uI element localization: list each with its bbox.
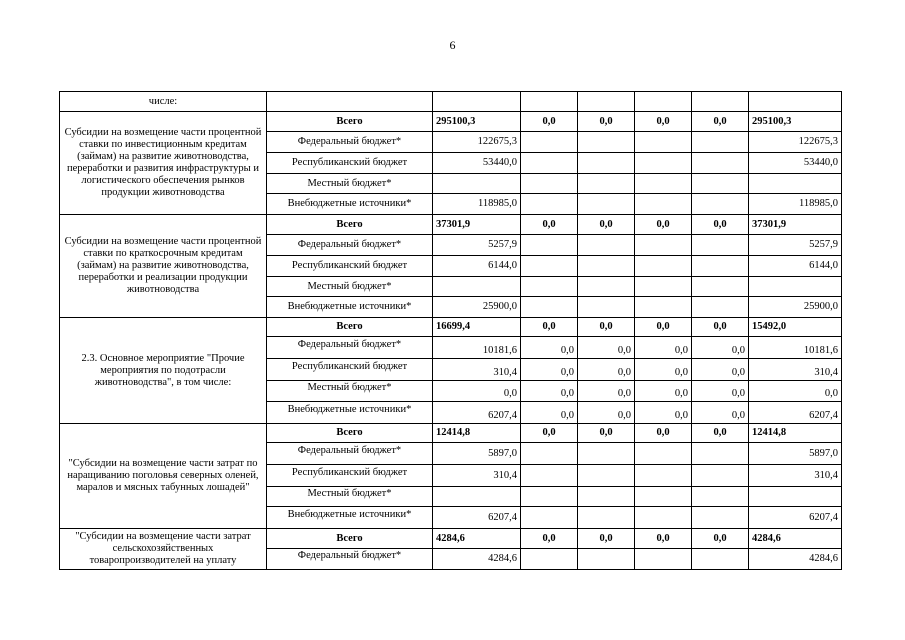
value-cell xyxy=(521,153,578,174)
table-row xyxy=(60,424,842,443)
value-cell: 0,0 xyxy=(521,112,578,132)
source-local: Местный бюджет* xyxy=(267,174,433,194)
value-cell: 5257,9 xyxy=(433,235,521,256)
value-cell: 37301,9 xyxy=(433,215,521,235)
value-cell xyxy=(521,235,578,256)
table-row xyxy=(60,92,842,112)
source-federal: Федеральный бюджет* xyxy=(267,132,433,153)
value-cell: 4284,6 xyxy=(749,529,842,549)
value-cell xyxy=(692,174,749,194)
value-cell: 0,0 xyxy=(578,112,635,132)
page-number: 6 xyxy=(449,38,456,52)
value-cell: 0,0 xyxy=(635,381,692,402)
value-cell: 310,4 xyxy=(433,359,521,381)
value-cell: 118985,0 xyxy=(749,194,842,215)
value-cell: 4284,6 xyxy=(433,529,521,549)
value-cell: 295100,3 xyxy=(749,112,842,132)
row-description: числе: xyxy=(60,92,267,112)
value-cell: 0,0 xyxy=(692,529,749,549)
value-cell xyxy=(749,174,842,194)
value-cell: 12414,8 xyxy=(433,424,521,443)
value-cell xyxy=(692,443,749,465)
source-extra: Внебюджетные источники* xyxy=(267,194,433,215)
value-cell xyxy=(433,487,521,507)
value-cell xyxy=(692,132,749,153)
value-cell: 0,0 xyxy=(692,402,749,424)
value-cell: 6144,0 xyxy=(749,256,842,277)
value-cell xyxy=(692,549,749,570)
row-description: "Субсидии на возмещение части затрат сельскохозяйственных товаропроизводителей на уплату xyxy=(60,529,267,570)
value-cell: 0,0 xyxy=(635,402,692,424)
source-federal: Федеральный бюджет* xyxy=(267,235,433,256)
value-cell xyxy=(521,487,578,507)
value-cell xyxy=(692,194,749,215)
value-cell: 0,0 xyxy=(692,337,749,359)
value-cell xyxy=(521,507,578,529)
value-cell: 0,0 xyxy=(692,424,749,443)
table-row xyxy=(60,529,842,549)
value-cell: 0,0 xyxy=(578,529,635,549)
value-cell: 37301,9 xyxy=(749,215,842,235)
value-cell xyxy=(692,465,749,487)
source-local: Местный бюджет* xyxy=(267,277,433,297)
value-cell xyxy=(521,277,578,297)
value-cell xyxy=(578,487,635,507)
table-row xyxy=(60,215,842,235)
value-cell: 0,0 xyxy=(521,402,578,424)
value-cell: 0,0 xyxy=(635,112,692,132)
value-cell: 0,0 xyxy=(635,318,692,337)
row-description: 2.3. Основное мероприятие "Прочие мероприятия по подотрасли животноводства", в том числе: xyxy=(60,318,267,424)
value-cell xyxy=(692,256,749,277)
source-federal: Федеральный бюджет* xyxy=(267,443,433,465)
value-cell xyxy=(578,174,635,194)
value-cell xyxy=(635,235,692,256)
value-cell: 15492,0 xyxy=(749,318,842,337)
source-extra: Внебюджетные источники* xyxy=(267,507,433,529)
value-cell: 0,0 xyxy=(521,359,578,381)
value-cell xyxy=(578,277,635,297)
value-cell xyxy=(578,443,635,465)
source-total: Всего xyxy=(267,529,433,549)
value-cell xyxy=(692,153,749,174)
value-cell: 0,0 xyxy=(635,424,692,443)
value-cell xyxy=(578,549,635,570)
value-cell xyxy=(521,132,578,153)
value-cell: 310,4 xyxy=(433,465,521,487)
value-cell: 0,0 xyxy=(578,337,635,359)
value-cell: 5257,9 xyxy=(749,235,842,256)
value-cell: 0,0 xyxy=(692,112,749,132)
value-cell xyxy=(635,549,692,570)
value-cell: 310,4 xyxy=(749,359,842,381)
value-cell xyxy=(692,235,749,256)
value-cell: 6144,0 xyxy=(433,256,521,277)
value-cell: 0,0 xyxy=(692,318,749,337)
value-cell xyxy=(578,194,635,215)
value-cell: 0,0 xyxy=(635,529,692,549)
value-cell: 0,0 xyxy=(521,215,578,235)
value-cell xyxy=(749,277,842,297)
value-cell xyxy=(692,487,749,507)
value-cell: 0,0 xyxy=(635,359,692,381)
value-cell: 0,0 xyxy=(578,359,635,381)
value-cell xyxy=(749,487,842,507)
value-cell: 122675,3 xyxy=(749,132,842,153)
row-description: "Субсидии на возмещение части затрат по наращиванию поголовья северных оленей, маралов и мясных табунных лошадей" xyxy=(60,424,267,529)
value-cell: 122675,3 xyxy=(433,132,521,153)
value-cell: 12414,8 xyxy=(749,424,842,443)
value-cell: 6207,4 xyxy=(433,507,521,529)
value-cell xyxy=(578,132,635,153)
value-cell xyxy=(521,194,578,215)
value-cell xyxy=(521,297,578,318)
value-cell: 0,0 xyxy=(692,359,749,381)
value-cell xyxy=(578,297,635,318)
source-total: Всего xyxy=(267,215,433,235)
row-description: Субсидии на возмещение части процентной ставки по инвестиционным кредитам (займам) на развитие животноводства, переработки и развития инфраструктуры и логистического обеспечения рынков продукции животноводства xyxy=(60,112,267,215)
value-cell: 0,0 xyxy=(433,381,521,402)
value-cell: 53440,0 xyxy=(749,153,842,174)
value-cell xyxy=(635,465,692,487)
value-cell: 0,0 xyxy=(635,337,692,359)
source-local: Местный бюджет* xyxy=(267,487,433,507)
value-cell xyxy=(635,153,692,174)
source-federal: Федеральный бюджет* xyxy=(267,549,433,570)
source-extra: Внебюджетные источники* xyxy=(267,402,433,424)
value-cell: 0,0 xyxy=(521,318,578,337)
value-cell: 6207,4 xyxy=(749,507,842,529)
value-cell: 0,0 xyxy=(578,402,635,424)
value-cell xyxy=(635,507,692,529)
value-cell: 16699,4 xyxy=(433,318,521,337)
table-row xyxy=(60,112,842,132)
value-cell xyxy=(521,549,578,570)
row-description: Субсидии на возмещение части процентной ставки по краткосрочным кредитам (займам) на развитие животноводства, переработки и реализации продукции животноводства xyxy=(60,215,267,318)
value-cell: 0,0 xyxy=(521,337,578,359)
value-cell xyxy=(433,277,521,297)
value-cell xyxy=(578,235,635,256)
value-cell: 0,0 xyxy=(749,381,842,402)
value-cell: 25900,0 xyxy=(433,297,521,318)
source-republic: Республиканский бюджет xyxy=(267,359,433,381)
value-cell: 118985,0 xyxy=(433,194,521,215)
value-cell xyxy=(521,465,578,487)
value-cell xyxy=(692,507,749,529)
value-cell: 0,0 xyxy=(521,529,578,549)
source-republic: Республиканский бюджет xyxy=(267,465,433,487)
value-cell: 0,0 xyxy=(521,381,578,402)
source-republic: Республиканский бюджет xyxy=(267,256,433,277)
source-federal: Федеральный бюджет* xyxy=(267,337,433,359)
value-cell: 4284,6 xyxy=(749,549,842,570)
value-cell: 310,4 xyxy=(749,465,842,487)
value-cell: 5897,0 xyxy=(749,443,842,465)
value-cell: 25900,0 xyxy=(749,297,842,318)
value-cell xyxy=(692,277,749,297)
source-total: Всего xyxy=(267,424,433,443)
value-cell xyxy=(635,132,692,153)
value-cell xyxy=(578,465,635,487)
value-cell: 53440,0 xyxy=(433,153,521,174)
value-cell: 0,0 xyxy=(578,381,635,402)
value-cell xyxy=(635,256,692,277)
value-cell: 0,0 xyxy=(578,424,635,443)
value-cell xyxy=(578,507,635,529)
source-local: Местный бюджет* xyxy=(267,381,433,402)
source-extra: Внебюджетные источники* xyxy=(267,297,433,318)
value-cell: 10181,6 xyxy=(749,337,842,359)
value-cell: 5897,0 xyxy=(433,443,521,465)
value-cell: 4284,6 xyxy=(433,549,521,570)
value-cell xyxy=(578,153,635,174)
value-cell xyxy=(692,297,749,318)
source-total: Всего xyxy=(267,112,433,132)
value-cell xyxy=(635,194,692,215)
value-cell: 0,0 xyxy=(635,215,692,235)
value-cell: 6207,4 xyxy=(749,402,842,424)
value-cell: 10181,6 xyxy=(433,337,521,359)
value-cell xyxy=(635,443,692,465)
value-cell: 0,0 xyxy=(578,215,635,235)
value-cell xyxy=(635,487,692,507)
source-total: Всего xyxy=(267,318,433,337)
value-cell xyxy=(521,256,578,277)
value-cell: 0,0 xyxy=(692,215,749,235)
value-cell: 295100,3 xyxy=(433,112,521,132)
table-row xyxy=(60,318,842,337)
budget-table xyxy=(59,91,842,570)
value-cell: 0,0 xyxy=(578,318,635,337)
value-cell xyxy=(635,297,692,318)
value-cell xyxy=(433,174,521,194)
value-cell xyxy=(521,443,578,465)
source-republic: Республиканский бюджет xyxy=(267,153,433,174)
value-cell: 0,0 xyxy=(521,424,578,443)
value-cell: 6207,4 xyxy=(433,402,521,424)
value-cell xyxy=(635,174,692,194)
value-cell xyxy=(521,174,578,194)
value-cell xyxy=(635,277,692,297)
value-cell: 0,0 xyxy=(692,381,749,402)
value-cell xyxy=(578,256,635,277)
